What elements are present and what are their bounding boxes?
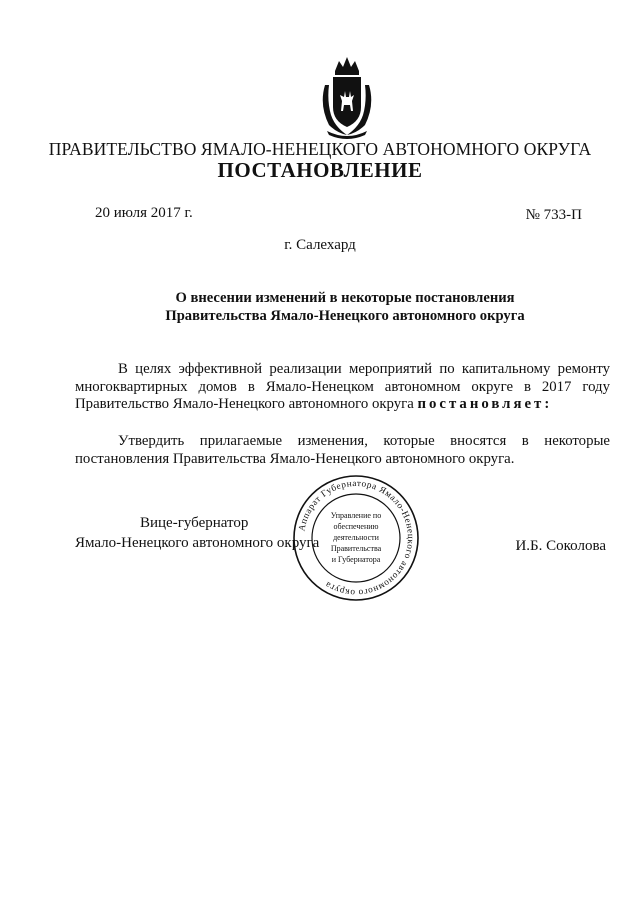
paragraph-1-line-3 xyxy=(75,396,610,414)
coat-of-arms-icon xyxy=(315,55,379,139)
stamp-inner-line-1: Управление по xyxy=(330,511,382,520)
document-date: 20 июля 2017 г. xyxy=(95,205,193,221)
title-line-2: Правительства Ямало-Ненецкого автономного округа xyxy=(165,308,525,324)
paragraph-2-line-2: постановления Правительства Ямало-Ненецкого автономного округа. xyxy=(75,450,515,467)
document-title xyxy=(100,289,590,325)
paragraph-1-line-1: В целях эффективной реализации мероприятий по капитальному ремонту xyxy=(118,361,610,377)
stamp-outer-text: Аппарат Губернатора Ямало-Ненецкого автономного округа xyxy=(296,477,417,599)
document-city: г. Салехард xyxy=(284,237,356,253)
signature-position-line-1: Вице-губернатор xyxy=(140,515,249,531)
organization-title: ПРАВИТЕЛЬСТВО ЯМАЛО-НЕНЕЦКОГО АВТОНОМНОГО ОКРУГА xyxy=(48,139,592,159)
signature-position-line-2: Ямало-Ненецкого автономного округа xyxy=(75,535,320,551)
paragraph-1-line-2: многоквартирных домов в Ямало-Ненецком автономном округе в 2017 году xyxy=(75,378,610,395)
paragraph-2 xyxy=(75,433,610,468)
stamp-inner-line-3: деятельности xyxy=(333,533,379,542)
stamp-inner-line-4: Правительства xyxy=(330,544,382,553)
paragraph-1 xyxy=(75,361,610,414)
document-number: № 733-П xyxy=(525,207,582,223)
document-type: ПОСТАНОВЛЕНИЕ xyxy=(217,158,423,182)
signatory-name: И.Б. Соколова xyxy=(515,538,606,554)
official-seal-stamp xyxy=(292,474,420,602)
title-line-1: О внесении изменений в некоторые постановления xyxy=(175,290,515,306)
stamp-inner-line-2: обеспечению xyxy=(333,522,379,531)
stamp-inner-line-5: и Губернатора xyxy=(331,555,381,564)
paragraph-1-line-3-text: Правительство Ямало-Ненецкого автономного округа xyxy=(75,396,414,412)
resolution-word: постановляет: xyxy=(417,396,553,412)
paragraph-2-line-1: Утвердить прилагаемые изменения, которые вносятся в некоторые xyxy=(118,433,610,449)
